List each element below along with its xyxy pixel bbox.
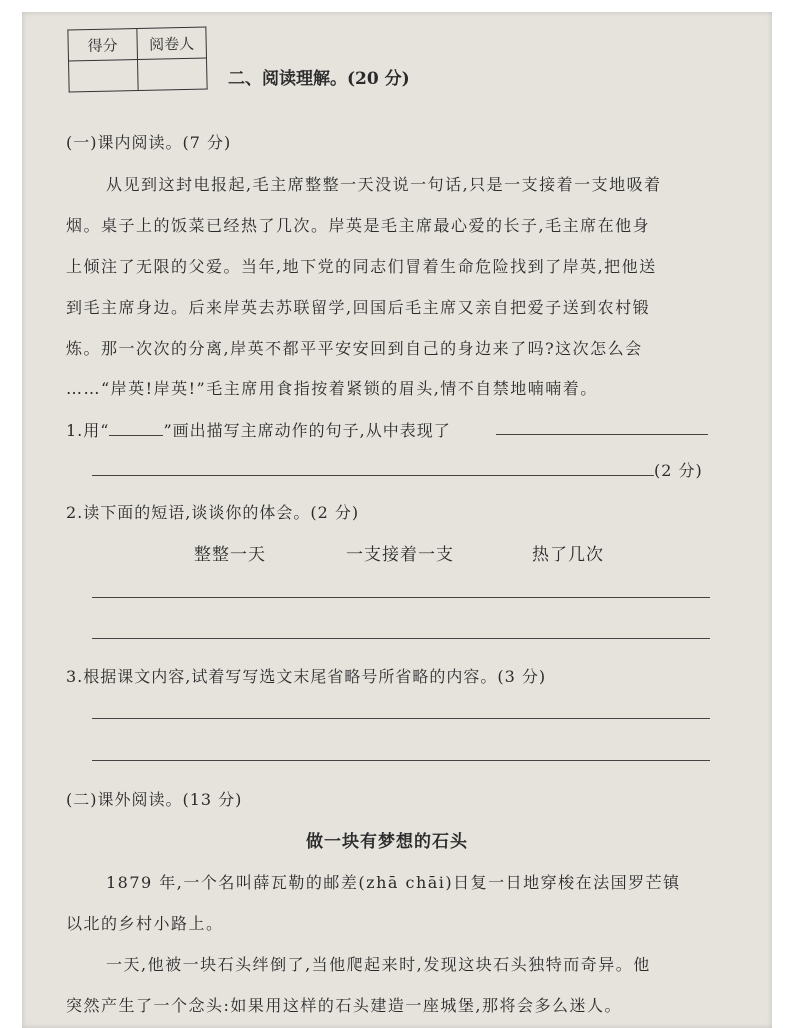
underline-blank bbox=[109, 421, 163, 436]
score-cell[interactable] bbox=[69, 60, 139, 92]
story-line-3: 一天,他被一块石头绊倒了,当他爬起来时,发现这块石头独特而奇异。他 bbox=[106, 955, 651, 974]
answer-line-1b[interactable] bbox=[92, 475, 654, 476]
grader-cell[interactable] bbox=[138, 58, 208, 90]
passage-line-2: 烟。桌子上的饭菜已经热了几次。岸英是毛主席最心爱的长子,毛主席在他身 bbox=[66, 216, 651, 235]
question-1-prefix: 1.用“ bbox=[66, 421, 110, 440]
passage-line-6: ……“岸英!岸英!”毛主席用食指按着紧锁的眉头,情不自禁地喃喃着。 bbox=[66, 379, 598, 398]
question-1-suffix: ”画出描写主席动作的句子,从中表现了 bbox=[163, 421, 451, 440]
question-3: 3.根据课文内容,试着写写选文末尾省略号所省略的内容。(3 分) bbox=[66, 667, 547, 686]
section-title: 二、阅读理解。(20 分) bbox=[228, 69, 410, 89]
question-1 bbox=[66, 418, 451, 441]
answer-line-3a[interactable] bbox=[92, 718, 710, 719]
passage-line-1: 从见到这封电报起,毛主席整整一天没说一句话,只是一支接着一支地吸着 bbox=[106, 175, 662, 194]
passage-line-3: 上倾注了无限的父爱。当年,地下党的同志们冒着生命危险找到了岸英,把他送 bbox=[66, 257, 657, 276]
story-line-2: 以北的乡村小路上。 bbox=[66, 914, 224, 933]
part1-title: (一)课内阅读。(7 分) bbox=[66, 133, 232, 152]
passage-line-4: 到毛主席身边。后来岸英去苏联留学,回国后毛主席又亲自把爱子送到农村锻 bbox=[66, 298, 651, 317]
phrase-2: 一支接着一支 bbox=[346, 545, 454, 565]
question-1-score: (2 分) bbox=[654, 461, 703, 480]
passage-line-5: 炼。那一次次的分离,岸英不都平平安安回到自己的身边来了吗?这次怎么会 bbox=[66, 339, 643, 358]
question-2: 2.读下面的短语,谈谈你的体会。(2 分) bbox=[66, 503, 360, 522]
answer-line-1a[interactable] bbox=[496, 434, 708, 435]
story-title: 做一块有梦想的石头 bbox=[306, 832, 468, 852]
story-line-1: 1879 年,一个名叫薛瓦勒的邮差(zhā chāi)日复一日地穿梭在法国罗芒镇 bbox=[106, 873, 681, 892]
phrase-1: 整整一天 bbox=[194, 545, 266, 565]
answer-line-2b[interactable] bbox=[92, 638, 710, 639]
answer-line-2a[interactable] bbox=[92, 597, 710, 598]
grader-header: 阅卷人 bbox=[137, 27, 207, 59]
exam-page bbox=[22, 12, 772, 1028]
story-line-4: 突然产生了一个念头:如果用这样的石头建造一座城堡,那将会多么迷人。 bbox=[66, 996, 622, 1015]
part2-title: (二)课外阅读。(13 分) bbox=[66, 790, 243, 809]
score-header: 得分 bbox=[68, 29, 138, 61]
score-box bbox=[67, 27, 207, 93]
phrase-3: 热了几次 bbox=[532, 545, 604, 565]
answer-line-3b[interactable] bbox=[92, 760, 710, 761]
